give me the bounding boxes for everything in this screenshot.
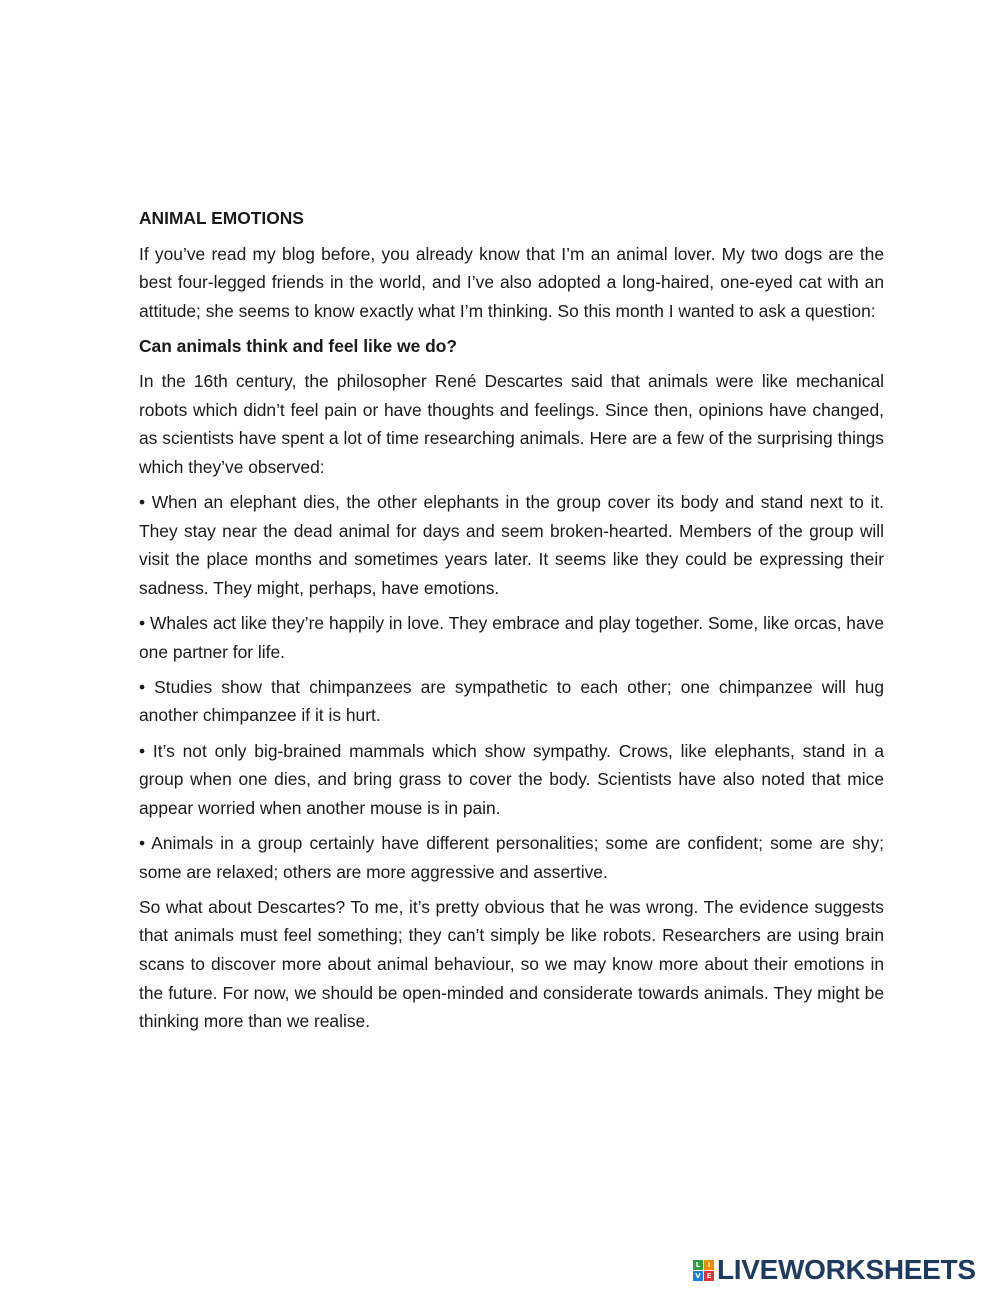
logo-mark-letter: V — [693, 1271, 703, 1281]
context-paragraph: In the 16th century, the philosopher René Descartes said that animals were like mechanical robots which didn’t feel pain or have thoughts and feelings. Since then, opinions have changed, as scientists have spent a lot of time researching animals. Here are a few of the surprising things which they’ve observed: — [139, 371, 884, 477]
intro-paragraph: If you’ve read my blog before, you already know that I’m an animal lover. My two dogs are the best four-legged friends in the world, and I’ve also adopted a long-haired, one-eyed cat with an attitude; she seems to know exactly what I’m thinking. So this month I wanted to ask a question: — [139, 243, 884, 321]
liveworksheets-logo — [693, 1255, 976, 1285]
bullet-crows-mice: • It’s not only big-brained mammals which show sympathy. Crows, like elephants, stand in a group when one dies, and bring grass to cover the body. Scientists have also noted that mice appear worried when another mouse is in pain. — [139, 740, 884, 818]
bullet-personalities: • Animals in a group certainly have different personalities; some are confident; some are shy; some are relaxed; others are more aggressive and assertive. — [139, 833, 884, 882]
logo-mark-letter: E — [704, 1271, 714, 1281]
article-title: ANIMAL EMOTIONS — [139, 208, 304, 228]
logo-mark-letter: I — [704, 1260, 714, 1270]
bullet-whales: • Whales act like they’re happily in love. They embrace and play together. Some, like orcas, have one partner for life. — [139, 613, 884, 662]
logo-mark-icon — [693, 1260, 714, 1281]
logo-mark-letter: L — [693, 1260, 703, 1270]
article-subheading: Can animals think and feel like we do? — [139, 335, 457, 356]
bullet-chimpanzees: • Studies show that chimpanzees are sympathetic to each other; one chimpanzee will hug another chimpanzee if it is hurt. — [139, 676, 884, 726]
logo-text: LIVEWORKSHEETS — [717, 1254, 976, 1285]
conclusion-paragraph: So what about Descartes? To me, it’s pretty obvious that he was wrong. The evidence suggests that animals must feel something; they can’t simply be like robots. Researchers are using brain scans to discover more about animal behaviour, so we may know more about their emotions in the future. For now, we should be open-minded and considerate towards animals. They might be thinking more than we realise. — [139, 896, 884, 1032]
bullet-elephants: • When an elephant dies, the other elephants in the group cover its body and stand next to it. They stay near the dead animal for days and seem broken-hearted. Members of the group will visit the place months and sometimes years later. It seems like they could be expressing their sadness. They might, perhaps, have emotions. — [139, 492, 884, 598]
article — [139, 204, 884, 1042]
